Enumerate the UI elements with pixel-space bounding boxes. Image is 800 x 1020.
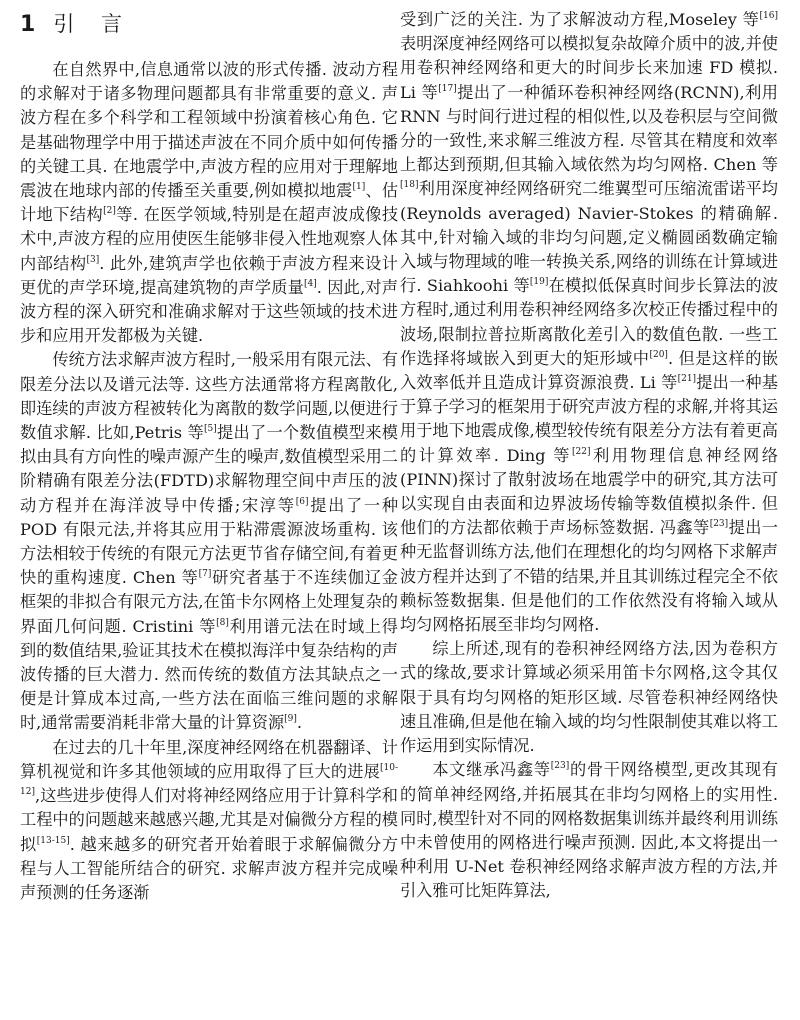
citation: [20] (649, 349, 668, 360)
right-column (400, 8, 778, 904)
section-heading (20, 8, 398, 44)
paragraph: 本文继承冯鑫等[23]的骨干网络模型,更改其现有的简单神经网络,并拓展其在非均匀网格上的实用性. 同时,模型针对不同的网格数据集训练并最终利用训练中未曾使用的网格进行噪声预测. 因此,本文将提出一种利用 U-Net 卷积神经网络求解声波方程的方法,并引入雅可比矩阵算法, (400, 760, 778, 901)
paragraph-continued: 受到广泛的关注. 为了求解波动方程,Moseley 等[16]表明深度神经网络可以模拟复杂故障介质中的波,并使用卷积神经网络和更大的时间步长来加速 FD 模拟. Li 等[17]提出了一种循环卷积神经网络(RCNN),利用 RNN 与时间行进过程的相似性,以及卷积层与空间微分的一致性,来求解三维波方程. 尽管其在精度和效率上都达到预期,但其输入域依然为均匀网格. Chen 等[18]利用深度神经网络研究二维翼型可压缩流雷诺平均(Reynolds averaged) Navier-Stokes 的精确解. 其中,针对输入域的非均匀问题,定义椭圆函数确定输入域与物理域的唯一转换关系,网络的训练在计算域进行. Siahkoohi 等[19]在模拟低保真时间步长算法的波方程时,通过利用卷积神经网络多次校正传播过程中的波场,限制拉普拉斯离散化差引入的数值色散. 一些工作选择将域嵌入到更大的矩形域中[20]. 但是这样的嵌入效率低并且造成计算资源浪费. Li 等[21]提出一种基于算子学习的框架用于研究声波方程的求解,并将其运用于地下地震成像,模型较传统有限差分方法有着更高的计算效率. Ding 等[22]利用物理信息神经网络(PINN)探讨了散射波场在地震学中的研究,其方法可以实现自由表面和边界波场传输等数值模拟条件. 但他们的方法都依赖于声场标签数据. 冯鑫等[23]提出一种无监督训练方法,他们在理想化的均匀网格下求解声波方程并达到了不错的结果,并且其训练过程完全不依赖标签数据集. 但是他们的工作依然没有将输入域从均匀网格拓展至非均匀网格. (400, 10, 779, 635)
citation: [5] (203, 424, 217, 435)
citation: [9] (284, 714, 297, 725)
citation: [18] (400, 180, 419, 191)
citation: [2] (103, 206, 116, 217)
citation: [17] (438, 83, 457, 94)
section-number: 1 (20, 12, 36, 37)
paragraph: 在自然界中,信息通常以波的形式传播. 波动方程的求解对于诸多物理问题都具有非常重要的意义. 声波方程在多个科学和工程领域中扮演着核心角色. 它是基础物理学中用于描述声波在不同介质中如何传播的关键工具. 在地震学中,声波方程的应用对于理解地震波在地球内部的传播至关重要,例如模拟地震[1]、估计地下结构[2]等. 在医学领域,特别是在超声波成像技术中,声波方程的应用使医生能够非侵入性地观察人体内部结构[3]. 此外,建筑声学也依赖于声波方程来设计更优的声学环境,提高建筑物的声学质量[4]. 因此,对声波方程的深入研究和准确求解对于这些领域的技术进步和应用开发都极为关键. (20, 60, 399, 346)
paragraph: 综上所述,现有的卷积神经网络方法,因为卷积方式的缘故,要求计算域必须采用笛卡尔网格,这令其仅限于具有均匀网格的矩形区域. 尽管卷积神经网络快速且准确,但是他在输入域的均匀性限制使其难以将工作运用到实际情况. (400, 639, 778, 756)
citation: [3] (86, 254, 100, 265)
paragraph: 传统方法求解声波方程时,一般采用有限元法、有限差分法以及谱元法等. 这些方法通常将方程离散化,即连续的声波方程被转化为离散的数学问题,以便进行数值求解. 比如,Petris 等[5]提出了一个数值模型来模拟由具有方向性的噪声源产生的噪声,数值模型采用二阶精确有限差分法(FDTD)求解物理空间中声压的波动方程并在海洋波导中传播;宋淳等[6]提出了一种 POD 有限元法,并将其应用于粘滞震源波场重构. 该方法相较于传统的有限元方法更节省存储空间,有着更快的重构速度. Chen 等[7]研究者基于不连续伽辽金框架的非拟合有限元方法,在笛卡尔网格上处理复杂的界面几何问题. Cristini 等[8]利用谱元法在时域上得到的数值结果,验证其技术在模拟海洋中复杂结构的声波传播的巨大潜力. 然而传统的数值方法其缺点之一便是计算成本过高,一些方法在面临三维问题的求解时,通常需要消耗非常大量的计算资源[9]. (20, 350, 399, 733)
section-title: 引 言 (53, 12, 132, 36)
citation: [23] (709, 519, 729, 530)
left-column (20, 8, 398, 905)
citation: [21] (677, 374, 697, 385)
citation: [19] (529, 277, 549, 288)
citation: [1] (352, 182, 366, 193)
citation: [13-15] (36, 835, 70, 846)
citation: [23] (550, 761, 570, 772)
paragraph: 在过去的几十年里,深度神经网络在机器翻译、计算机视觉和许多其他领域的应用取得了巨大的进展[10-12],这些进步使得人们对将神经网络应用于计算科学和工程中的问题越来越感兴趣,尤其是对偏微分方程的模拟[13-15]. 越来越多的研究者开始着眼于求解偏微分方程与人工智能所结合的研究. 求解声波方程并完成噪声预测的任务逐渐 (20, 737, 399, 902)
citation: [10-12] (20, 762, 398, 798)
citation: [8] (216, 617, 229, 628)
citation: [7] (198, 569, 212, 580)
citation: [16] (759, 11, 778, 21)
citation: [22] (572, 446, 591, 457)
citation: [6] (295, 496, 309, 507)
citation: [4] (304, 278, 317, 289)
